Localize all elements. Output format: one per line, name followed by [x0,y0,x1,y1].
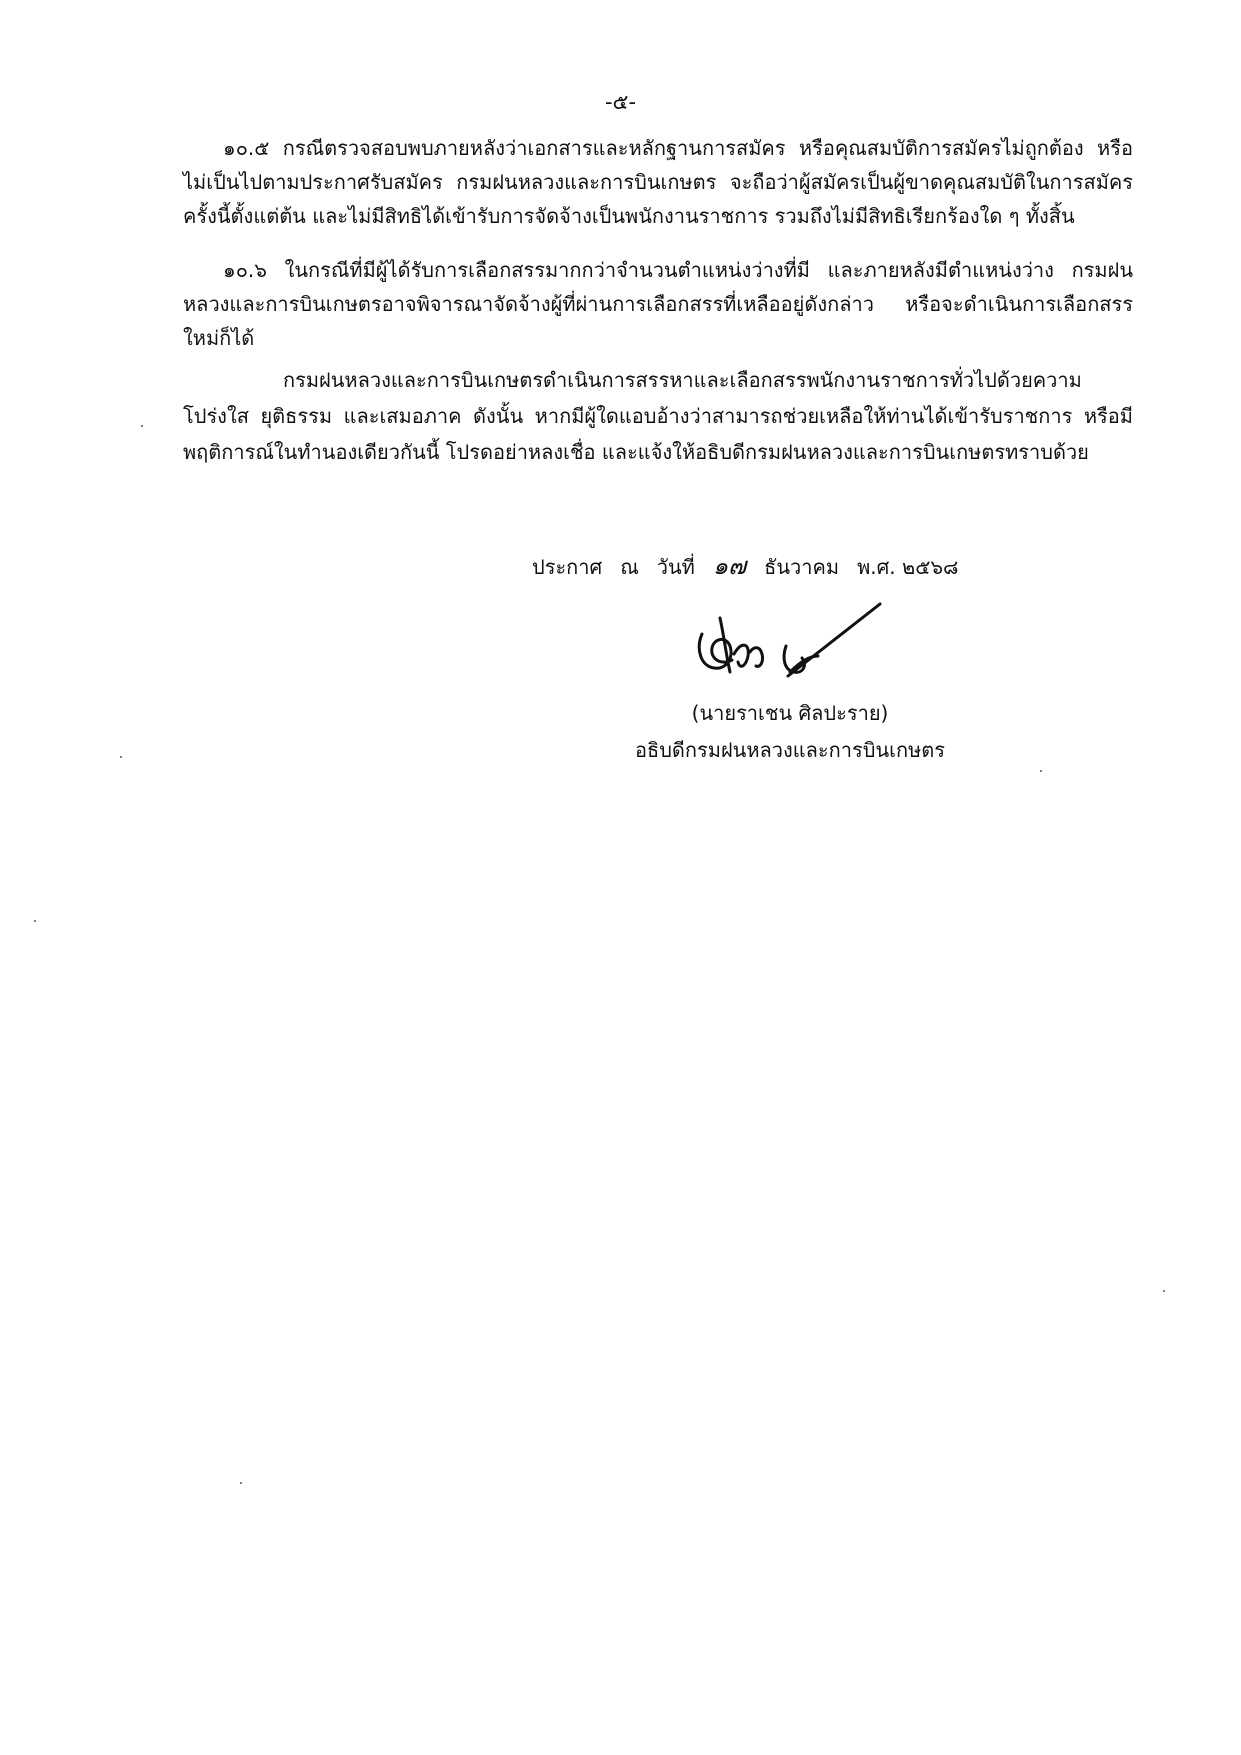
handwritten-signature [690,596,890,696]
announcement-month: ธันวาคม [764,555,840,579]
scan-speck [34,920,36,922]
scan-speck [1163,1290,1165,1292]
scan-speck [240,1482,242,1484]
page-number: -๕- [604,90,637,114]
signer-title: อธิบดีกรมฝนหลวงและการบินเกษตร [635,738,945,762]
announcement-day: ๑๗ [712,552,747,580]
scan-speck [120,756,122,758]
announcement-at: ณ [620,555,639,579]
paragraph-10-5: ๑๐.๕ กรณีตรวจสอบพบภายหลังว่าเอกสารและหลักฐานการสมัคร หรือคุณสมบัติการสมัครไม่ถูกต้อง หรือไม่เป็นไปตามประกาศรับสมัคร กรมฝนหลวงและการบินเกษตร จะถือว่าผู้สมัครเป็นผู้ขาดคุณสมบัติในการสมัครครั้งนี้ตั้งแต่ต้น และไม่มีสิทธิได้เข้ารับการจัดจ้างเป็นพนักงานราชการ รวมถึงไม่มีสิทธิเรียกร้องใด ๆ ทั้งสิ้น [183,136,1133,228]
announcement-date-label: วันที่ [656,555,695,579]
paragraph-10-6: ๑๐.๖ ในกรณีที่มีผู้ได้รับการเลือกสรรมากกว่าจำนวนตำแหน่งว่างที่มี และภายหลังมีตำแหน่งว่าง กรมฝนหลวงและการบินเกษตรอาจพิจารณาจัดจ้างผู้ที่ผ่านการเลือกสรรที่เหลืออยู่ดังกล่าว หรือจะดำเนินการเลือกสรรใหม่ก็ได้ [183,258,1133,350]
announcement-year: ๒๕๖๘ [902,555,959,579]
signer-name: (นายราเชน ศิลปะราย) [691,701,889,725]
scan-speck [1040,770,1042,772]
announcement-era: พ.ศ. [857,555,896,579]
scan-speck [141,425,143,427]
announcement-date-line [532,546,958,585]
closing-paragraph: กรมฝนหลวงและการบินเกษตรดำเนินการสรรหาและเลือกสรรพนักงานราชการทั่วไปด้วยความโปร่งใส ยุติธรรม และเสมอภาค ดังนั้น หากมีผู้ใดแอบอ้างว่าสามารถช่วยเหลือให้ท่านได้เข้ารับราชการ หรือมีพฤติการณ์ในทำนองเดียวกันนี้ โปรดอย่าหลงเชื่อ และแจ้งให้อธิบดีกรมฝนหลวงและการบินเกษตรทราบด้วย [183,368,1133,464]
announcement-prefix: ประกาศ [532,555,603,579]
